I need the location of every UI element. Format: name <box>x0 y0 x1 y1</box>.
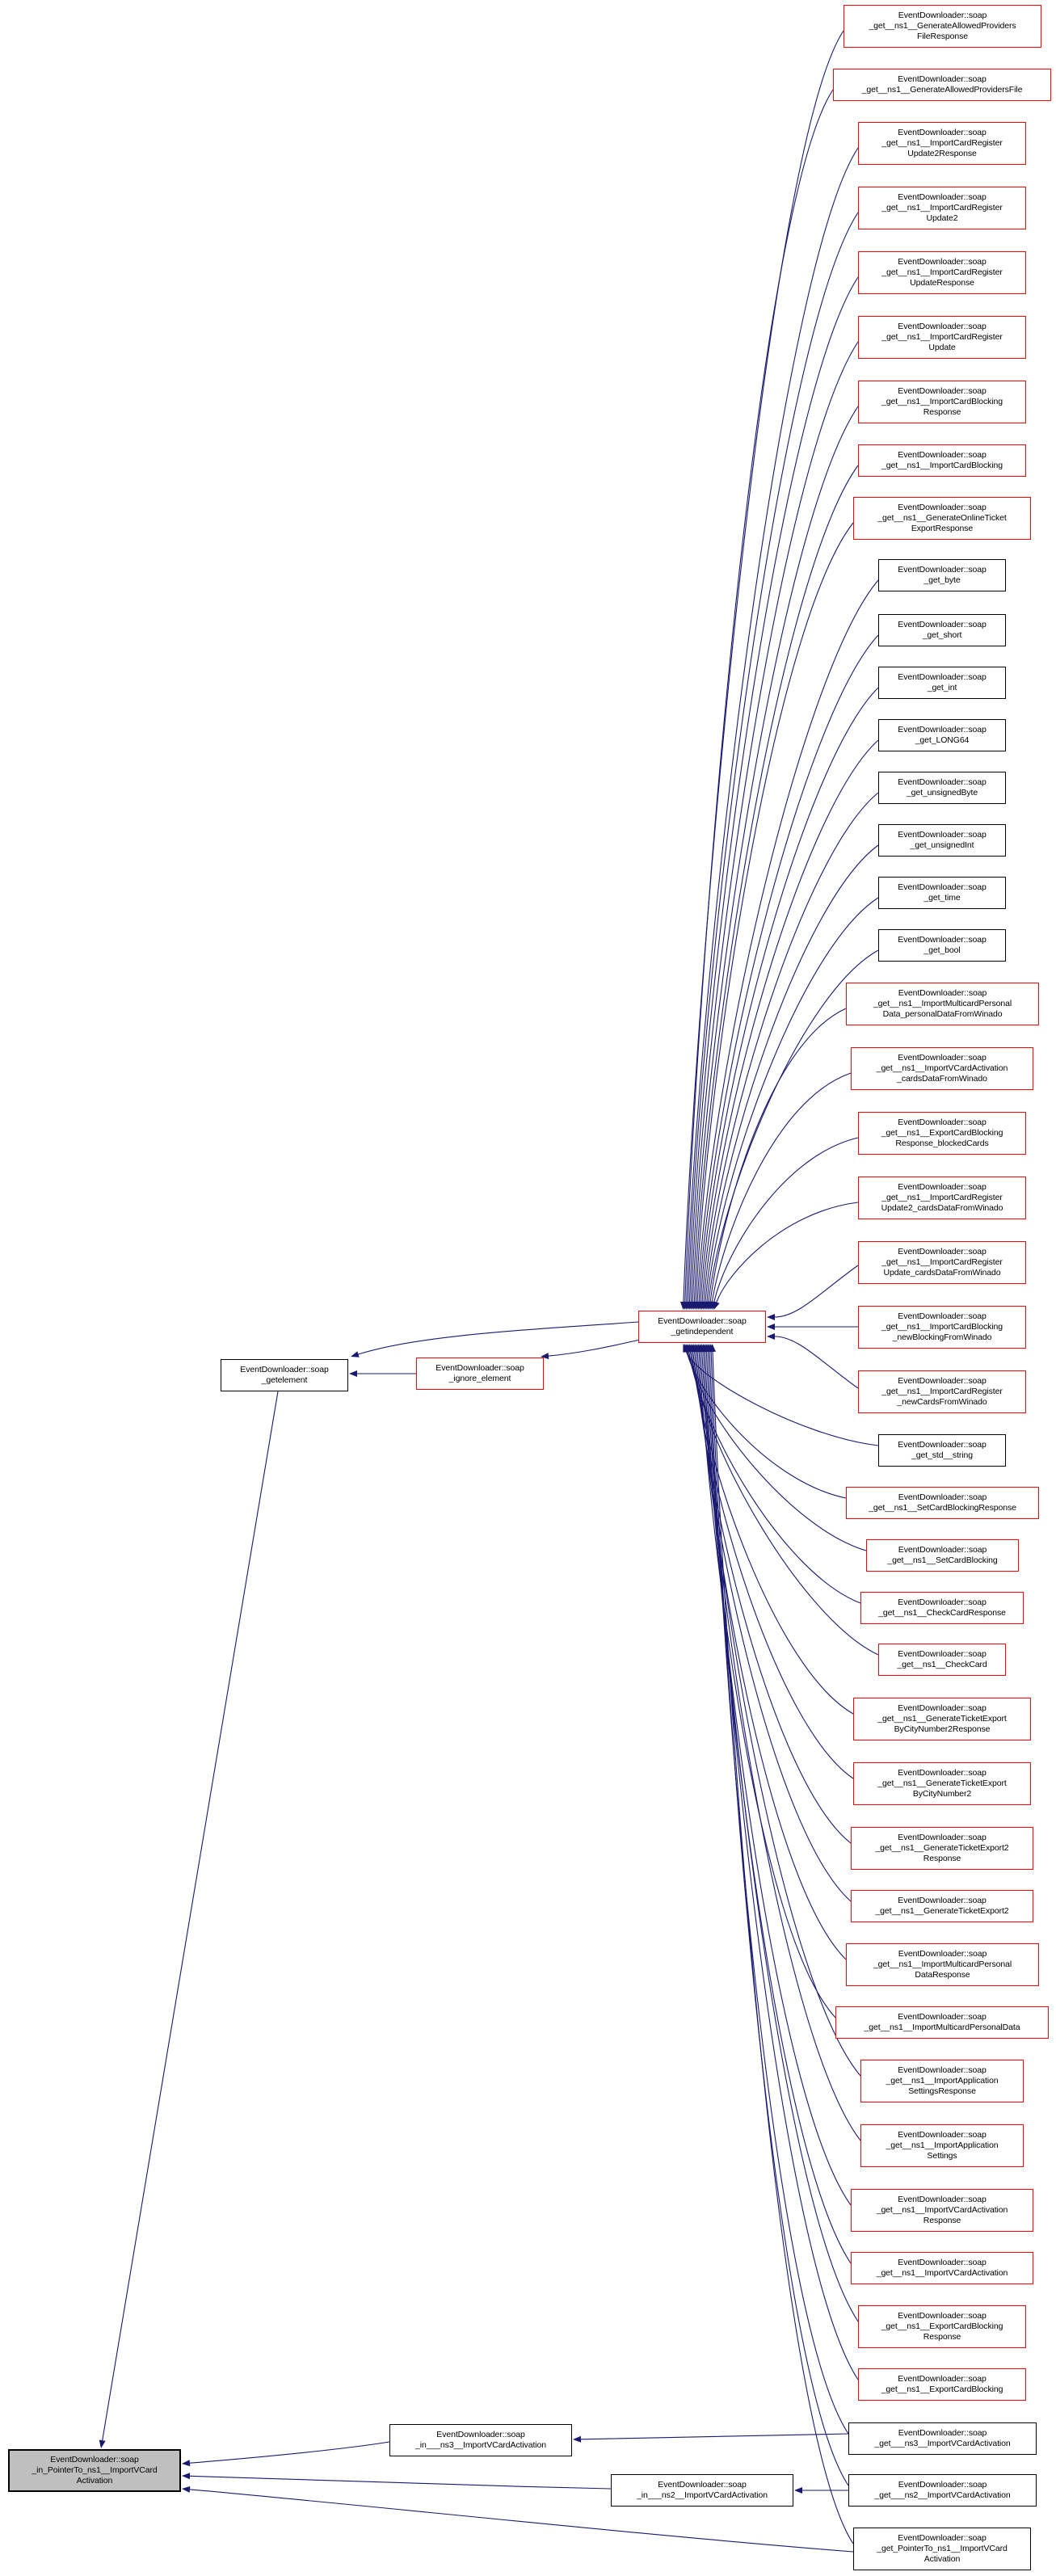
graph-node-label: _ignore_element <box>448 1374 511 1383</box>
graph-node-label: _newCardsFromWinado <box>897 1397 987 1407</box>
graph-node-label: EventDownloader::soap <box>898 672 987 682</box>
graph-node-label: Update2 <box>926 213 958 223</box>
graph-node-getindep[interactable] <box>638 1311 766 1343</box>
graph-node-label: EventDownloader::soap <box>898 1949 987 1959</box>
graph-node-label: EventDownloader::soap <box>898 1311 987 1321</box>
graph-node-r44[interactable] <box>853 2528 1031 2570</box>
graph-node-main <box>8 2449 181 2492</box>
graph-node-label: _get__ns1__GenerateTicketExport2 <box>875 1843 1009 1853</box>
graph-node-label: Update2Response <box>907 149 977 158</box>
graph-node-label: _get__ns1__ExportCardBlocking <box>881 1128 1003 1138</box>
graph-node-label: EventDownloader::soap <box>240 1365 329 1374</box>
graph-node-label: _get__ns1__CheckCard <box>897 1660 987 1669</box>
graph-node-label: _get__ns1__ImportCardRegister <box>881 203 1003 213</box>
graph-node-label: EventDownloader::soap <box>898 1440 987 1450</box>
graph-node-label: EventDownloader::soap <box>898 1649 987 1659</box>
graph-node-r11[interactable] <box>878 614 1006 646</box>
graph-node-label: _get__ns1__ImportCardRegister <box>881 1257 1003 1267</box>
graph-node-label: _get__ns1__ImportVCardActivation <box>876 1063 1008 1073</box>
graph-node-label: EventDownloader::soap <box>898 2065 987 2075</box>
graph-node-r40[interactable] <box>858 2305 1026 2348</box>
graph-node-r36[interactable] <box>860 2060 1024 2102</box>
graph-node-label: ByCityNumber2Response <box>894 1724 991 1734</box>
graph-node-label: _get__ns1__ImportCardBlocking <box>881 397 1003 406</box>
graph-node-label: EventDownloader::soap <box>898 450 987 460</box>
graph-node-r28[interactable] <box>860 1592 1024 1624</box>
graph-node-in_ns3[interactable] <box>389 2424 572 2456</box>
graph-node-label: _get_int <box>927 683 957 692</box>
graph-node-r38[interactable] <box>851 2189 1033 2232</box>
graph-node-label: _get__ns1__ImportCardRegister <box>881 1193 1003 1202</box>
graph-node-label: Response <box>923 2216 961 2225</box>
graph-node-label: EventDownloader::soap <box>898 1182 987 1192</box>
graph-node-label: Activation <box>76 2476 113 2486</box>
graph-node-label: _get__ns1__ImportVCardActivation <box>876 2268 1008 2278</box>
graph-node-label: _get___ns3__ImportVCardActivation <box>874 2439 1011 2448</box>
graph-node-label: _get__ns1__ExportCardBlocking <box>881 2384 1003 2394</box>
graph-node-r30[interactable] <box>853 1698 1031 1740</box>
graph-node-label: _get__ns1__GenerateAllowedProviders <box>869 21 1016 31</box>
graph-node-r27[interactable] <box>866 1539 1019 1572</box>
graph-node-label: EventDownloader::soap <box>898 2533 987 2543</box>
graph-node-getelement[interactable] <box>221 1359 348 1391</box>
graph-node-label: _get_LONG64 <box>915 735 970 745</box>
graph-node-label: EventDownloader::soap <box>658 1316 747 1326</box>
graph-node-label: _get__ns1__GenerateTicketExport <box>877 1778 1007 1788</box>
graph-node-label: EventDownloader::soap <box>436 2430 525 2439</box>
graph-node-label: _get_std__string <box>911 1450 974 1460</box>
graph-node-label: _get_short <box>922 630 962 640</box>
graph-node-r18[interactable] <box>846 983 1039 1025</box>
graph-node-label: _get__ns1__ExportCardBlocking <box>881 2321 1003 2331</box>
graph-node-label: _newBlockingFromWinado <box>892 1332 992 1342</box>
graph-node-label: EventDownloader::soap <box>898 322 987 331</box>
graph-node-label: _get__ns1__ImportApplication <box>886 2076 999 2086</box>
graph-node-label: Update_cardsDataFromWinado <box>883 1268 1001 1277</box>
graph-node-r4[interactable] <box>858 187 1026 229</box>
graph-node-label: Response <box>923 1854 961 1863</box>
graph-node-label: EventDownloader::soap <box>898 2374 987 2384</box>
graph-node-label: _get__ns1__ImportApplication <box>886 2140 999 2150</box>
graph-node-r32[interactable] <box>851 1827 1033 1870</box>
graph-node-r7[interactable] <box>858 381 1026 423</box>
graph-node-label: _get_time <box>923 893 961 903</box>
graph-node-label: _get__ns1__ImportMulticardPersonal <box>873 1959 1012 1969</box>
graph-node-r29[interactable] <box>878 1644 1006 1676</box>
graph-node-label: Response_blockedCards <box>895 1139 989 1148</box>
graph-node-label: _getelement <box>261 1375 308 1385</box>
graph-node-label: Settings <box>927 2151 957 2161</box>
graph-node-label: Update <box>928 343 956 352</box>
graph-node-label: EventDownloader::soap <box>898 257 987 267</box>
graph-node-label: Response <box>923 407 961 417</box>
graph-node-label: EventDownloader::soap <box>658 2480 747 2490</box>
graph-node-r9[interactable] <box>853 497 1031 540</box>
graph-node-label: EventDownloader::soap <box>898 1896 987 1905</box>
graph-node-label: Activation <box>923 2554 961 2564</box>
graph-node-r14[interactable] <box>878 772 1006 804</box>
graph-node-label: Response <box>923 2332 961 2342</box>
graph-node-label: FileResponse <box>917 32 968 41</box>
graph-node-r25[interactable] <box>878 1434 1006 1467</box>
graph-node-label: _get_unsignedInt <box>910 840 974 850</box>
graph-node-label: EventDownloader::soap <box>898 74 987 84</box>
graph-node-label: EventDownloader::soap <box>898 1247 987 1256</box>
graph-node-ignore[interactable] <box>416 1357 544 1390</box>
graph-node-label: _get__ns1__GenerateTicketExport <box>877 1714 1007 1724</box>
graph-node-label: _get_PointerTo_ns1__ImportVCard <box>877 2544 1008 2553</box>
graph-node-label: Data_personalDataFromWinado <box>882 1009 1003 1019</box>
graph-node-r3[interactable] <box>858 122 1026 165</box>
graph-node-r43[interactable] <box>848 2474 1037 2507</box>
graph-node-label: EventDownloader::soap <box>898 1703 987 1713</box>
graph-node-label: _get__ns1__ImportCardBlocking <box>881 461 1003 470</box>
graph-node-r35[interactable] <box>835 2006 1049 2039</box>
graph-node-label: _get__ns1__ImportVCardActivation <box>876 2205 1008 2215</box>
graph-node-label: _get__ns1__GenerateAllowedProvidersFile <box>861 85 1023 95</box>
graph-node-r39[interactable] <box>851 2252 1033 2284</box>
graph-node-r20[interactable] <box>858 1112 1026 1155</box>
graph-node-label: _get__ns1__GenerateTicketExport2 <box>875 1906 1009 1916</box>
graph-node-label: EventDownloader::soap <box>898 128 987 137</box>
graph-node-label: _get__ns1__ImportCardRegister <box>881 138 1003 148</box>
graph-node-label: EventDownloader::soap <box>898 777 987 787</box>
graph-node-label: _get__ns1__ImportMulticardPersonal <box>873 999 1012 1008</box>
graph-node-r6[interactable] <box>858 316 1026 359</box>
graph-node-label: _in_PointerTo_ns1__ImportVCard <box>32 2465 158 2475</box>
graph-node-label: _get__ns1__ImportMulticardPersonalData <box>864 2022 1020 2032</box>
graph-node-label: _get__ns1__ImportCardBlocking <box>881 1322 1003 1332</box>
graph-node-r22[interactable] <box>858 1241 1026 1284</box>
graph-node-r1[interactable] <box>844 5 1041 48</box>
graph-node-label: EventDownloader::soap <box>898 1545 987 1555</box>
graph-node-r10[interactable] <box>878 559 1006 591</box>
graph-node-label: EventDownloader::soap <box>898 192 987 202</box>
graph-node-r42[interactable] <box>848 2422 1037 2455</box>
graph-node-label: EventDownloader::soap <box>898 988 987 998</box>
graph-node-label: EventDownloader::soap <box>50 2455 139 2464</box>
graph-node-label: EventDownloader::soap <box>898 882 987 892</box>
graph-node-label: EventDownloader::soap <box>898 1597 987 1607</box>
graph-node-r13[interactable] <box>878 719 1006 751</box>
graph-node-in_ns2[interactable] <box>611 2474 793 2507</box>
graph-node-label: EventDownloader::soap <box>898 386 987 396</box>
graph-node-label: EventDownloader::soap <box>898 2480 987 2490</box>
graph-node-label: EventDownloader::soap <box>898 1833 987 1842</box>
graph-node-label: _get__ns1__SetCardBlocking <box>887 1555 998 1565</box>
graph-node-r34[interactable] <box>846 1943 1039 1986</box>
graph-node-r26[interactable] <box>846 1487 1039 1519</box>
graph-node-label: EventDownloader::soap <box>898 1768 987 1778</box>
graph-node-label: EventDownloader::soap <box>898 2311 987 2321</box>
graph-node-label: EventDownloader::soap <box>898 620 987 629</box>
graph-node-label: UpdateResponse <box>910 278 974 288</box>
graph-node-label: EventDownloader::soap <box>898 2428 987 2438</box>
graph-node-r23[interactable] <box>858 1306 1026 1349</box>
graph-node-label: EventDownloader::soap <box>898 935 987 945</box>
graph-node-r2[interactable] <box>833 69 1051 101</box>
graph-node-label: ExportResponse <box>911 524 974 533</box>
graph-node-r19[interactable] <box>851 1047 1033 1090</box>
graph-node-label: EventDownloader::soap <box>898 2258 987 2267</box>
graph-node-label: EventDownloader::soap <box>898 565 987 575</box>
graph-node-label: _get__ns1__ImportCardRegister <box>881 1387 1003 1396</box>
graph-node-label: _get__ns1__GenerateOnlineTicket <box>877 513 1007 523</box>
graph-node-label: EventDownloader::soap <box>898 11 987 20</box>
graph-node-r8[interactable] <box>858 444 1026 477</box>
graph-node-label: DataResponse <box>915 1970 970 1980</box>
graph-node-label: _get_bool <box>923 945 961 955</box>
graph-node-r21[interactable] <box>858 1176 1026 1219</box>
graph-node-r24[interactable] <box>858 1370 1026 1413</box>
graph-node-r16[interactable] <box>878 877 1006 909</box>
graph-node-label: EventDownloader::soap <box>898 830 987 840</box>
graph-node-label: _in___ns3__ImportVCardActivation <box>415 2440 546 2450</box>
graph-node-label: EventDownloader::soap <box>435 1363 524 1373</box>
graph-node-label: EventDownloader::soap <box>898 1053 987 1063</box>
graph-node-label: EventDownloader::soap <box>898 1376 987 1386</box>
graph-node-r41[interactable] <box>858 2368 1026 2401</box>
graph-node-label: EventDownloader::soap <box>898 2130 987 2140</box>
graph-node-label: _getindependent <box>671 1327 734 1336</box>
graph-node-label: _get__ns1__ImportCardRegister <box>881 332 1003 342</box>
graph-node-r31[interactable] <box>853 1762 1031 1805</box>
graph-node-label: _get__ns1__SetCardBlockingResponse <box>869 1503 1016 1513</box>
graph-node-label: _get___ns2__ImportVCardActivation <box>874 2490 1011 2500</box>
graph-node-label: Update2_cardsDataFromWinado <box>881 1203 1003 1213</box>
graph-node-label: _in___ns2__ImportVCardActivation <box>637 2490 768 2500</box>
graph-node-r15[interactable] <box>878 824 1006 857</box>
graph-node-label: _get_unsignedByte <box>906 788 978 798</box>
graph-node-r17[interactable] <box>878 929 1006 962</box>
graph-node-label: _cardsDataFromWinado <box>897 1074 987 1084</box>
graph-node-r33[interactable] <box>851 1890 1033 1922</box>
graph-node-label: ByCityNumber2 <box>912 1789 972 1799</box>
graph-node-r12[interactable] <box>878 667 1006 699</box>
graph-node-r37[interactable] <box>860 2124 1024 2167</box>
graph-node-label: EventDownloader::soap <box>898 503 987 512</box>
graph-node-label: EventDownloader::soap <box>898 2195 987 2204</box>
graph-node-label: EventDownloader::soap <box>898 725 987 734</box>
graph-node-label: EventDownloader::soap <box>898 2012 987 2022</box>
graph-node-label: EventDownloader::soap <box>898 1492 987 1502</box>
graph-node-label: EventDownloader::soap <box>898 1118 987 1127</box>
graph-node-label: _get__ns1__ImportCardRegister <box>881 267 1003 277</box>
graph-node-label: _get_byte <box>923 575 961 585</box>
graph-node-r5[interactable] <box>858 251 1026 294</box>
graph-node-label: SettingsResponse <box>908 2086 976 2096</box>
graph-node-label: _get__ns1__CheckCardResponse <box>878 1608 1006 1618</box>
